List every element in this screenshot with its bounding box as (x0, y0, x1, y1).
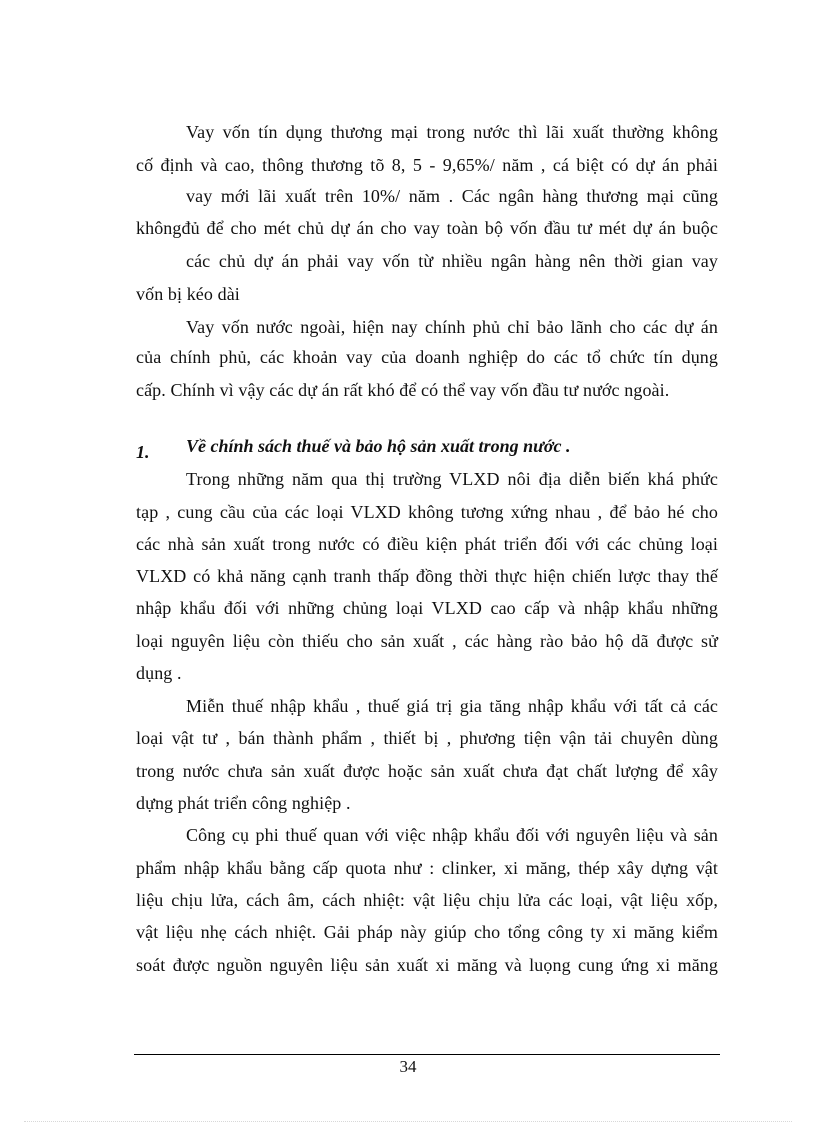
text-line: Vay vốn tín dụng thương mại trong nước thì lãi xuất thường không (186, 122, 718, 142)
text-line: Vay vốn nước ngoài, hiện nay chính phủ chỉ bảo lãnh cho các dự án (186, 317, 718, 337)
text-line: vốn bị kéo dài (136, 284, 240, 304)
text-line: loại vật tư , bán thành phẩm , thiết bị , phương tiện vận tải chuyên dùng (136, 728, 718, 748)
text-line: nhập khẩu đối với những chủng loại VLXD cao cấp và nhập khẩu những (136, 598, 718, 618)
text-line: Miễn thuế nhập khẩu , thuế giá trị gia tăng nhập khẩu với tất cả các (186, 696, 718, 716)
text-line: soát được nguồn nguyên liệu sản xuất xi măng và luọng cung ứng xi măng (136, 955, 718, 975)
text-line: vật liệu nhẹ cách nhiệt. Gải pháp này giúp cho tổng công ty xi măng kiểm (136, 922, 718, 942)
text-line: Công cụ phi thuế quan với việc nhập khẩu đối với nguyên liệu và sản (186, 825, 718, 845)
text-line: của chính phủ, các khoản vay của doanh nghiệp do các tổ chức tín dụng (136, 347, 718, 367)
text-line: liệu chịu lửa, cách âm, cách nhiệt: vật liệu chịu lửa các loại, vật liệu xốp, (136, 890, 718, 910)
text-line: dựng phát triển công nghiệp . (136, 793, 351, 813)
text-line: các chủ dự án phải vay vốn từ nhiều ngân hàng nên thời gian vay (186, 251, 718, 271)
text-line: vay mới lãi xuất trên 10%/ năm . Các ngân hàng thương mại cũng (186, 186, 718, 206)
text-line: VLXD có khả năng cạnh tranh thấp đồng thời thực hiện chiến lược thay thế (136, 566, 718, 586)
page-bottom-border (24, 1121, 792, 1122)
page-number: 34 (399, 1057, 417, 1076)
text-line: dụng . (136, 663, 182, 683)
text-line: Trong những năm qua thị trường VLXD nôi địa diễn biến khá phức (186, 469, 718, 489)
section-heading: Về chính sách thuế và bảo hộ sản xuất trong nước . (186, 436, 571, 456)
section-number: 1. (136, 442, 150, 462)
text-line: tạp , cung cầu của các loại VLXD không tương xứng nhau , để bảo hé cho (136, 502, 718, 522)
text-line: cố định và cao, thông thương tõ 8, 5 - 9,65%/ năm , cá biệt có dự án phải (136, 155, 718, 175)
text-line: các nhà sản xuất trong nước có điều kiện phát triển đối với các chủng loại (136, 534, 718, 554)
footer-divider (134, 1054, 720, 1055)
text-line: loại nguyên liệu còn thiếu cho sản xuất , các hàng rào bảo hộ dã được sử (136, 631, 718, 651)
text-line: trong nước chưa sản xuất được hoặc sản xuất chưa đạt chất lượng để xây (136, 761, 718, 781)
text-line: phẩm nhập khẩu bằng cấp quota như : clinker, xi măng, thép xây dựng vật (136, 858, 718, 878)
text-line: khôngđủ để cho mét chủ dự án cho vay toàn bộ vốn đầu tư mét dự án buộc (136, 218, 718, 238)
text-line: cấp. Chính vì vậy các dự án rất khó để có thể vay vốn đầu tư nước ngoài. (136, 380, 670, 400)
